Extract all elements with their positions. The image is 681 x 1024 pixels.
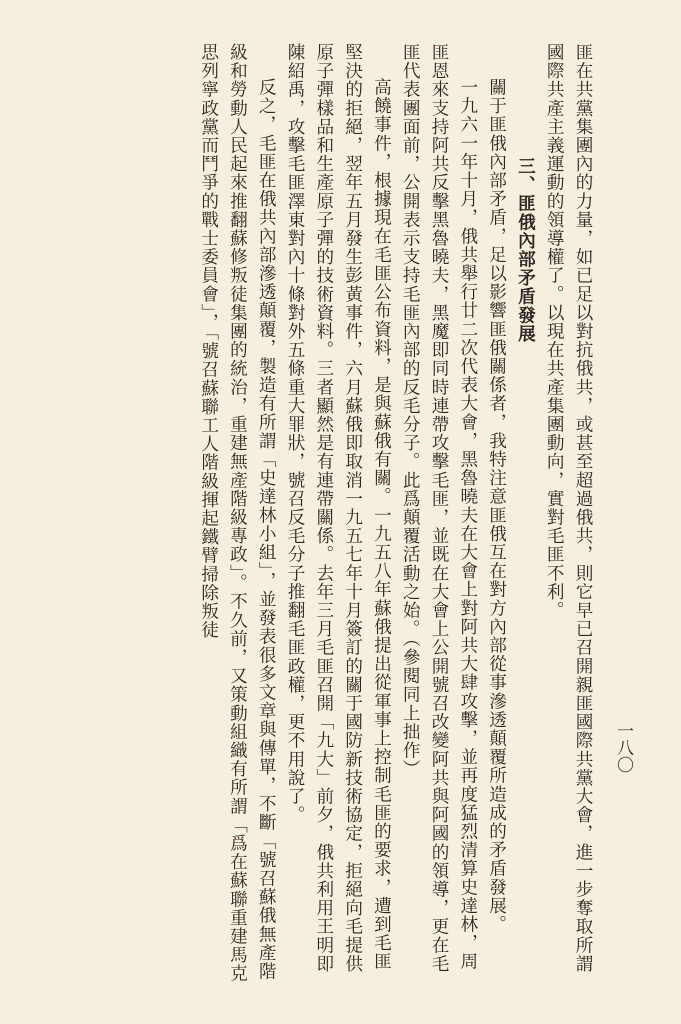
paragraph-continued: 匪在共黨集團內的力量，如已足以對抗俄共，或甚至超過俄共，則它早已召開親匪國際共黨大會，進一步奪取所謂國際共產主義運動的領導權了。以現在共產集團動向，實對毛匪不利。 [544,43,593,973]
section-heading: 三、匪俄內部矛盾發展 [515,157,537,344]
page-number: 一八〇 [613,722,633,773]
paragraph: 反之，毛匪在俄共內部滲透顛覆，製造有所謂「史達林小組」，並發表很多文章與傳單，不斷「號召蘇俄無產階級和勞動人民起來推翻蘇修叛徒集團的統治，重建無產階級專政」。不久前，又策動組織有所謂「爲在蘇聯重建馬克思列寧政黨而鬥爭的戰士委員會」，「號召蘇聯工人階級揮起鐵臂掃除叛徒 [198,43,277,983]
paragraph: 關于匪俄內部矛盾，足以影響匪俄關係者，我特注意匪俄互在對方內部從事滲透顛覆所造成的矛盾發展。 [486,78,507,934]
paragraph: 高饒事件，根據現在毛匪公布資料，是與蘇俄有關。一九五八年蘇俄提出從軍事上控制毛匪的要求，遭到毛匪堅決的拒絕，翌年五月發生彭黃事件，六月蘇俄即取消一九五七年十月簽訂的關于國防新技術協定，拒絕向毛提供原子彈樣品和生產原子彈的技術資料。三者顯然是有連帶關係。去年三月毛匪召開「九大」前夕，俄共利用王明即陳紹禹，攻擊毛匪澤東對內十條對外五條重大罪狀，號召反毛分子推翻毛匪政權，更不用說了。 [285,43,392,973]
paragraph: 一九六一年十月，俄共舉行廿二次代表大會，黑魯曉夫在大會上對阿共大肆攻擊，並再度猛烈清算史達林，周匪恩來支持阿共反擊黑魯曉夫，黑魔即同時連帶攻擊毛匪，並既在大會上公開號召改變阿共與阿國的領導，更在毛匪代表團面前，公開表示支持毛匪內部的反毛分子。此爲顛覆活動之始。（參閱同上拙作） [400,43,478,973]
body-text [194,43,597,983]
